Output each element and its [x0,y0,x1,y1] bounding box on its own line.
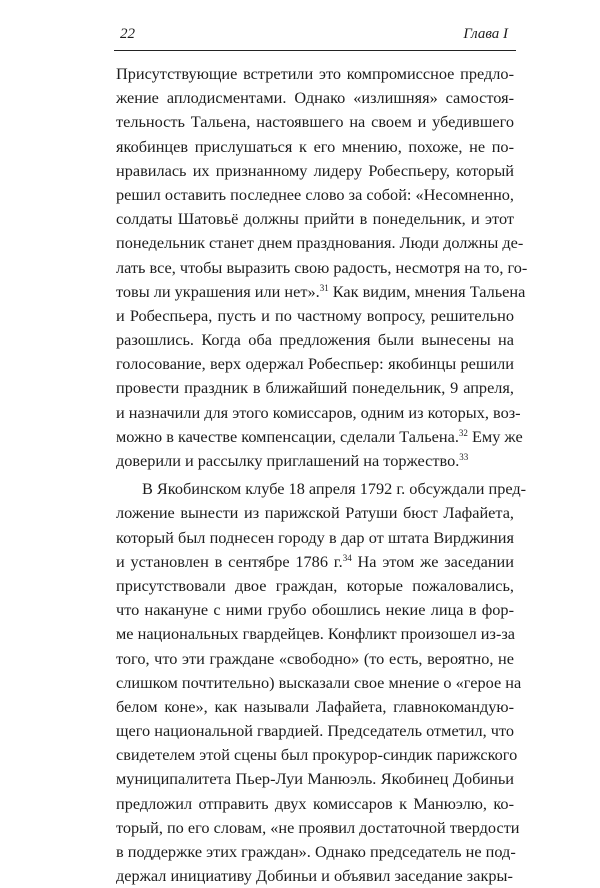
body-text [116,62,528,888]
line-text: В Якобинском клубе 18 апреля 1792 г. обсуждали пред- [142,479,527,499]
text-line [116,135,514,159]
text-line [116,425,523,449]
line-text: разошлись. Когда оба предложения были вынесены на [116,330,514,350]
line-text: предложил отправить двух комиссаров к Манюэлю, ко- [116,793,514,813]
line-text: щего национальной гвардией. Председатель отметил, что [116,721,514,741]
line-text: понедельник станет днем празднования. Люди должны де- [116,233,524,253]
text-line [116,743,518,767]
text-line [116,792,514,816]
text-line [116,550,514,574]
line-text: якобинцев прислушаться к его мнению, похоже, не по- [116,136,514,156]
text-line [116,647,514,671]
line-text: доверили и рассылку приглашений на торжество. [116,451,460,470]
text-line [116,719,514,743]
text-line [116,183,514,207]
header-rule [114,50,516,51]
chapter-title: Глава I [463,26,508,42]
text-line [116,231,524,255]
line-text: солдаты Шатовьё должны прийти в понедельник, и этот [116,209,514,229]
line-text: который был поднесен городу в дар от штата Вирджиния [116,527,514,547]
line-text: что накануне с ними грубо обошлись некие лица в фор- [116,600,514,620]
line-text: провести праздник в ближайший понедельник, 9 апреля, [116,378,514,398]
text-line [116,328,514,352]
line-text: жение аплодисментами. Однако «излишняя» самостоя- [116,88,514,108]
line-text: тельность Тальена, настоявшего на своем и убедившего [116,112,514,132]
line-text: Присутствующие встретили это компромиссное предло- [116,64,514,83]
text-line [116,695,514,719]
line-text: лать все, чтобы выразить свою радость, несмотря на то, го- [116,257,528,277]
line-text: можно в качестве компенсации, сделали Тальена. [116,426,459,446]
running-header [118,26,512,43]
text-line [116,598,514,622]
text-line [116,207,514,231]
line-text: слишком почтительно) высказали свое мнение о «герое на [116,672,522,692]
page-number: 22 [120,26,135,42]
line-text: в поддержке этих граждан». Однако председатель не под- [116,842,516,861]
line-text: свидетелем этой сцены был прокурор-синдик парижского [116,745,518,765]
text-line [116,864,514,888]
line-text: муниципалитета Пьер-Луи Манюэль. Якобинец Добиньи [116,769,514,789]
line-text: голосование, верх одержал Робеспьер: якобинцы решили [116,354,514,374]
text-line [116,449,514,473]
text-line [116,401,521,425]
line-text: нравилась их признанному лидеру Робеспьеру, который [116,160,514,180]
line-text: присутствовали двое граждан, которые пожаловались, [116,575,514,595]
paragraph [116,477,527,888]
line-text: и установлен в сентябре 1786 г. [116,551,343,571]
paragraph [116,62,528,473]
line-text: и Робеспьера, пусть и по частному вопросу, решительно [116,305,514,325]
line-text: держал инициативу Добиньи и объявил заседание закры- [116,866,513,886]
text-line [116,304,514,328]
line-text: и назначили для этого комиссаров, одним из которых, воз- [116,402,521,422]
text-line [116,86,514,110]
footnote-marker: 34 [342,552,352,563]
footnote-marker: 33 [459,452,469,462]
text-line [116,671,522,695]
line-text-continued: Как видим, мнения Тальена [328,281,526,301]
text-line [116,376,514,400]
line-text: товы ли украшения или нет». [116,281,320,301]
text-line [116,352,514,376]
text-line [116,526,514,550]
text-line [116,159,514,183]
line-text: того, что эти граждане «свободно» (то есть, вероятно, не [116,648,514,668]
footnote-marker: 32 [458,427,468,438]
text-line [116,62,514,86]
text-line [116,501,514,525]
text-line [116,477,527,501]
line-text: ме национальных гвардейцев. Конфликт произошел из-за [116,624,516,644]
line-text: белом коне», как называли Лафайета, главнокомандую- [116,696,514,716]
text-line [116,816,520,840]
text-line [116,110,514,134]
line-text-continued: На этом же заседании [351,551,514,571]
text-line [116,840,514,864]
text-line [116,622,514,646]
line-text: торый, по его словам, «не проявил достаточной твердости [116,817,520,837]
footnote-marker: 31 [319,282,329,293]
line-text: решил оставить последнее слово за собой: «Несомненно, [116,184,514,204]
text-line [116,574,514,598]
text-line [116,256,528,280]
text-line [116,767,514,791]
line-text-continued: Ему же [467,426,523,446]
line-text: ложение вынести из парижской Ратуши бюст Лафайета, [116,503,514,523]
text-line [116,280,526,304]
